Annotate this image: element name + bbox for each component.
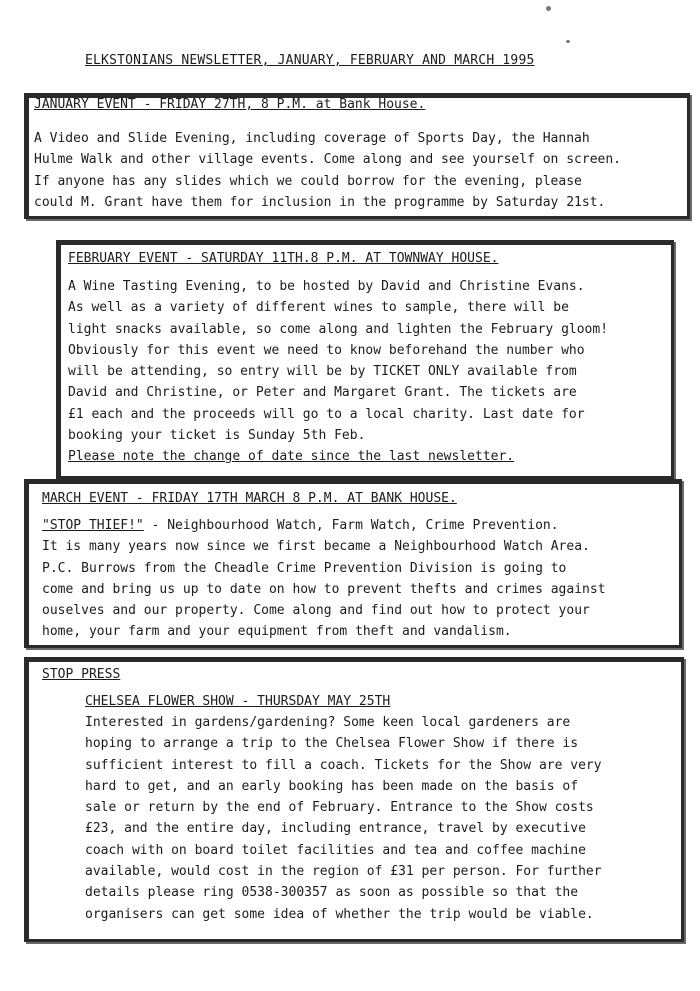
body-line: available, would cost in the region of £31 per person. For further [85,864,602,880]
body-line: £23, and the entire day, including entrance, travel by executive [85,821,586,837]
january-event-body [34,128,621,213]
january-event-heading: JANUARY EVENT - FRIDAY 27TH, 8 P.M. at Bank House. [34,97,426,112]
body-line [42,515,606,536]
stop-thief-title: "STOP THIEF!" [42,518,144,533]
march-event-body [42,515,606,643]
body-line: A Video and Slide Evening, including coverage of Sports Day, the Hannah [34,131,590,146]
date-change-note: Please note the change of date since the last newsletter. [68,449,515,465]
body-line: details please ring 0538-300357 as soon as possible so that the [85,885,579,901]
body-line: light snacks available, so come along and lighten the February gloom! [68,321,609,337]
body-line: organisers can get some idea of whether the trip would be viable. [85,906,594,922]
body-line: sufficient interest to fill a coach. Tickets for the Show are very [85,757,602,773]
body-line: P.C. Burrows from the Cheadle Crime Prevention Division is going to [42,560,567,576]
body-line: £1 each and the proceeds will go to a local charity. Last date for [68,406,585,422]
march-event-heading: MARCH EVENT - FRIDAY 17TH MARCH 8 P.M. AT BANK HOUSE. [42,491,457,506]
body-line: ouselves and our property. Come along and find out how to protect your [42,603,590,619]
body-line: If anyone has any slides which we could borrow for the evening, please [34,173,582,189]
body-line: Interested in gardens/gardening? Some keen local gardeners are [85,715,571,730]
february-event-body [68,276,608,468]
body-line: hard to get, and an early booking has been made on the basis of [85,778,579,794]
body-line: David and Christine, or Peter and Margaret Grant. The tickets are [68,385,577,401]
stop-press-body [85,712,602,925]
body-line: hoping to arrange a trip to the Chelsea Flower Show if there is [85,736,579,752]
body-line: It is many years now since we first became a Neighbourhood Watch Area. [42,539,590,555]
body-line: come and bring us up to date on how to prevent thefts and crimes against [42,581,606,597]
scan-speck [546,6,551,11]
body-line: As well as a variety of different wines to sample, there will be [68,300,569,316]
february-event-heading: FEBRUARY EVENT - SATURDAY 11TH.8 P.M. AT TOWNWAY HOUSE. [68,251,499,266]
body-line: Obviously for this event we need to know beforehand the number who [68,342,585,358]
newsletter-title: ELKSTONIANS NEWSLETTER, JANUARY, FEBRUARY AND MARCH 1995 [85,53,535,68]
body-line: Hulme Walk and other village events. Come along and see yourself on screen. [34,152,621,168]
body-line: will be attending, so entry will be by TICKET ONLY available from [68,364,577,380]
body-line: sale or return by the end of February. Entrance to the Show costs [85,800,594,816]
chelsea-flower-show-heading: CHELSEA FLOWER SHOW - THURSDAY MAY 25TH [85,694,391,709]
body-line: could M. Grant have them for inclusion in the programme by Saturday 21st. [34,194,606,210]
stop-press-heading: STOP PRESS [42,667,121,682]
scan-speck [566,40,570,43]
body-line: A Wine Tasting Evening, to be hosted by David and Christine Evans. [68,279,585,294]
stop-thief-subtitle: - Neighbourhood Watch, Farm Watch, Crime Prevention. [143,518,559,533]
body-line: booking your ticket is Sunday 5th Feb. [68,428,366,444]
body-line: home, your farm and your equipment from theft and vandalism. [42,624,512,640]
body-line: coach with on board toilet facilities and tea and coffee machine [85,842,586,858]
